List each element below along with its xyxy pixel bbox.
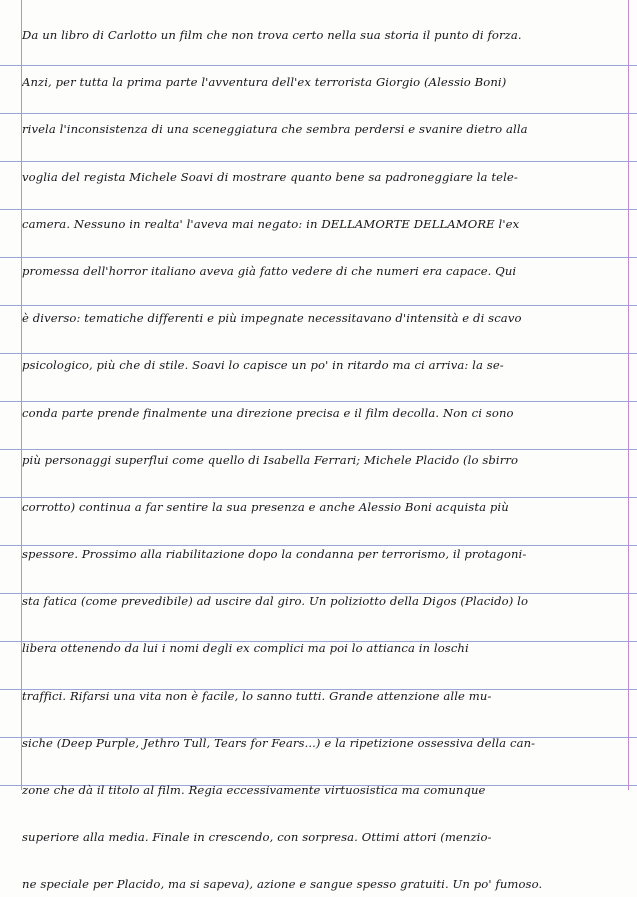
text-line-10: più personaggi superflui come quello di Isabella Ferrari; Michele Placido (lo sbirro	[22, 452, 519, 467]
text-line-17: zone che dà il titolo al film. Regia eccessivamente virtuosistica ma comunque	[22, 783, 486, 797]
text-line-15: traffici. Rifarsi una vita non è facile, lo sanno tutti. Grande attenzione alle mu-	[22, 688, 492, 703]
text-line-8: psicologico, più che di stile. Soavi lo capisce un po' in ritardo ma ci arriva: la se-	[22, 358, 504, 373]
text-line-6: promessa dell'horror italiano aveva già fatto vedere di che numeri era capace. Qui	[22, 263, 517, 278]
text-line-7: è diverso: tematiche differenti e più impegnate necessitavano d'intensità e di scavo	[22, 311, 522, 326]
text-line-1: Da un libro di Carlotto un film che non trova certo nella sua storia il punto di forza.	[22, 28, 522, 42]
text-line-9: conda parte prende finalmente una direzione precisa e il film decolla. Non ci sono	[22, 405, 514, 420]
text-line-11: corrotto) continua a far sentire la sua presenza e anche Alessio Boni acquista più	[22, 499, 509, 514]
text-line-14: libera ottenendo da lui i nomi degli ex complici ma poi lo attianca in loschi	[22, 641, 469, 656]
text-line-18: superiore alla media. Finale in crescendo, con sorpresa. Ottimi attori (menzio-	[22, 830, 492, 845]
handwritten-review-text	[22, 0, 630, 897]
text-line-4: voglia del regista Michele Soavi di mostrare quanto bene sa padroneggiare la tele-	[22, 169, 518, 184]
text-line-5: camera. Nessuno in realta' l'aveva mai negato: in DELLAMORTE DELLAMORE l'ex	[22, 216, 520, 231]
text-line-16: siche (Deep Purple, Jethro Tull, Tears for Fears...) e la ripetizione ossessiva della can-	[22, 735, 536, 750]
text-line-2: Anzi, per tutta la prima parte l'avventura dell'ex terrorista Giorgio (Alessio Boni)	[22, 75, 507, 90]
text-line-12: spessore. Prossimo alla riabilitazione dopo la condanna per terrorismo, il protagoni-	[22, 547, 527, 562]
text-line-19: ne speciale per Placido, ma si sapeva), azione e sangue spesso gratuiti. Un po' fumoso.	[22, 877, 543, 892]
text-line-3: rivela l'inconsistenza di una sceneggiatura che sembra perdersi e svanire dietro alla	[22, 122, 528, 137]
text-line-13: sta fatica (come prevedibile) ad uscire dal giro. Un poliziotto della Digos (Placido) lo	[22, 594, 529, 609]
